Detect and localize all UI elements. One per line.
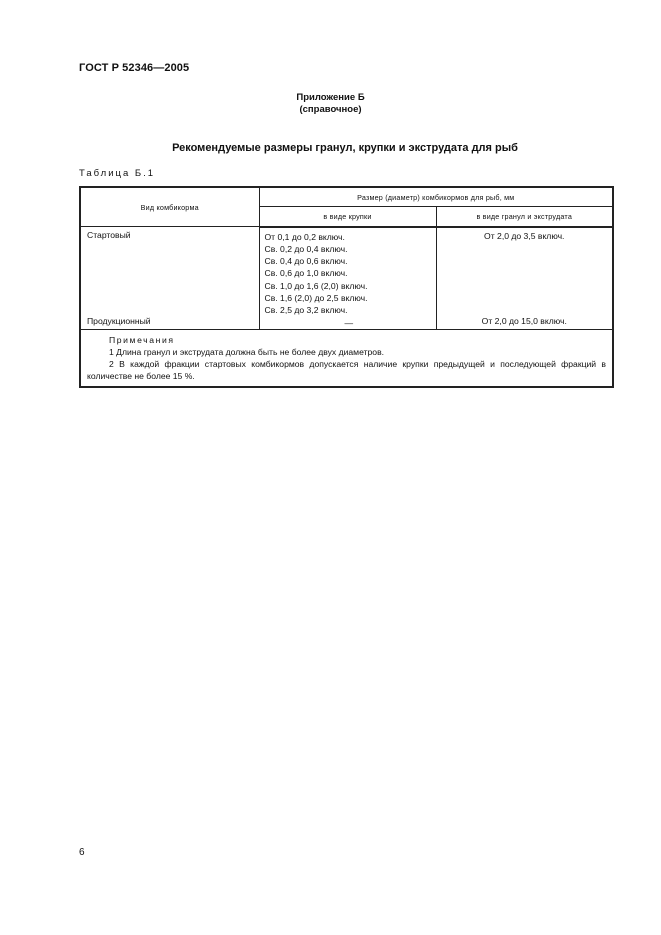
note-2: 2 В каждой фракции стартовых комбикормов допускается наличие крупки предыдущей и последующей фракций в количестве не более 15 %. (87, 358, 606, 381)
header-crumb: в виде крупки (259, 207, 436, 227)
crumb-size-5: Св. 1,0 до 1,6 (2,0) включ. (264, 280, 368, 291)
crumb-production: — (344, 317, 354, 328)
document-code: ГОСТ Р 52346—2005 (79, 62, 190, 74)
kind-starter: Стартовый (87, 230, 131, 240)
section-title: Рекомендуемые размеры гранул, крупки и экструдата для рыб (172, 142, 518, 154)
header-kind: Вид комбикорма (80, 187, 259, 227)
crumb-size-1: От 0,1 до 0,2 включ. (264, 231, 345, 242)
crumb-cell (259, 227, 436, 330)
crumb-size-7: Св. 2,5 до 3,2 включ. (264, 305, 348, 316)
page-number: 6 (79, 847, 85, 858)
appendix-heading (0, 92, 661, 116)
kind-production: Продукционный (87, 315, 151, 326)
crumb-size-2: Св. 0,2 до 0,4 включ. (264, 243, 348, 254)
notes-title: Примечания (109, 334, 175, 345)
granule-starter: От 2,0 до 3,5 включ. (484, 230, 565, 241)
notes-cell (80, 329, 613, 387)
crumb-size-6: Св. 1,6 (2,0) до 2,5 включ. (264, 292, 368, 303)
feed-size-table (79, 186, 614, 388)
appendix-subtitle: (справочное) (299, 104, 362, 115)
appendix-title: Приложение Б (296, 92, 365, 103)
kind-cell (80, 227, 259, 330)
note-1: 1 Длина гранул и экструдата должна быть не более двух диаметров. (109, 346, 385, 357)
table-label: Таблица Б.1 (79, 168, 156, 179)
granule-cell (436, 227, 613, 330)
header-granule: в виде гранул и экструдата (436, 207, 613, 227)
crumb-size-3: Св. 0,4 до 0,6 включ. (264, 256, 348, 267)
granule-production: От 2,0 до 15,0 включ. (481, 315, 567, 326)
header-size: Размер (диаметр) комбикормов для рыб, мм (259, 187, 613, 207)
crumb-size-4: Св. 0,6 до 1,0 включ. (264, 268, 348, 279)
